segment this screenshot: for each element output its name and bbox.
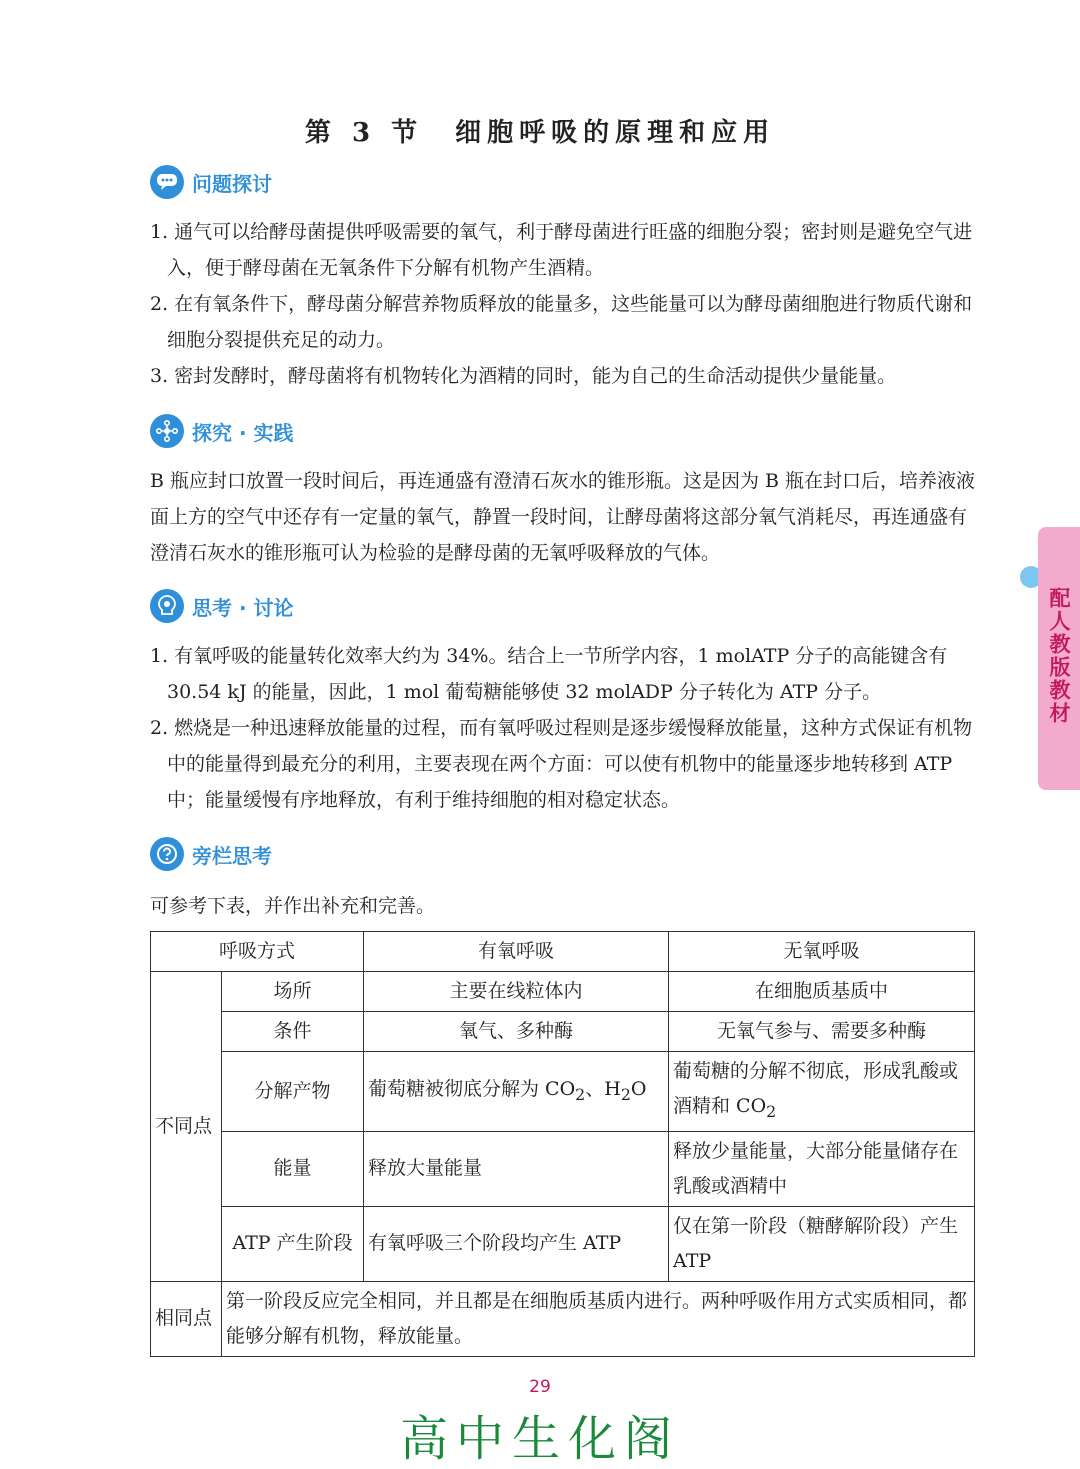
section-body-discussion [150, 638, 980, 818]
side-tab-label: 配人教版教材 [1047, 587, 1071, 725]
anaerobic-cell: 仅在第一阶段（糖酵解阶段）产生 ATP [669, 1206, 975, 1281]
anaerobic-cell: 无氧气参与、需要多种酶 [669, 1012, 975, 1052]
list-item: 1. 通气可以给酵母菌提供呼吸需要的氧气，利于酵母菌进行旺盛的细胞分裂；密封则是避免空气进入，便于酵母菌在无氧条件下分解有机物产生酒精。 [150, 221, 973, 279]
row-name-cell: 分解产物 [222, 1052, 364, 1132]
table-row [151, 1281, 975, 1356]
table-header-row [151, 932, 975, 972]
list-item: 2. 在有氧条件下，酵母菌分解营养物质释放的能量多，这些能量可以为酵母菌细胞进行物质代谢和细胞分裂提供充足的动力。 [150, 293, 973, 351]
table-header-cell: 呼吸方式 [151, 932, 364, 972]
lightbulb-head-icon [150, 589, 184, 623]
products-text: 葡萄糖的分解不彻底，形成乳酸或酒精和 CO [673, 1060, 959, 1117]
section-label: 思考 · 讨论 [192, 595, 294, 620]
table-row [151, 1131, 975, 1206]
products-text: 葡萄糖被彻底分解为 CO [368, 1077, 576, 1100]
row-name-cell: 场所 [222, 972, 364, 1012]
list-item: 3. 密封发酵时，酵母菌将有机物转化为酒精的同时，能为自己的生命活动提供少量能量。 [150, 365, 897, 387]
table-row [151, 1052, 975, 1132]
section-body-practice: B 瓶应封口放置一段时间后，再连通盛有澄清石灰水的锥形瓶。这是因为 B 瓶在封口后，培养液液面上方的空气中还存有一定量的氧气，静置一段时间，让酵母菌将这部分氧气消耗尽，再连通盛有澄清石灰水的锥形瓶可认为检验的是酵母菌的无氧呼吸释放的气体。 [150, 470, 976, 564]
watermark-text: 高中生化阁 [399, 1411, 680, 1467]
table-intro: 可参考下表，并作出补充和完善。 [150, 895, 436, 917]
list-item: 1. 有氧呼吸的能量转化效率大约为 34%。结合上一节所学内容，1 molATP 分子的高能键含有 30.54 kJ 的能量，因此，1 mol 葡萄糖能够使 32 molADP 分子转化为 ATP 分子。 [150, 645, 948, 703]
aerobic-cell: 主要在线粒体内 [364, 972, 669, 1012]
table-row [151, 972, 975, 1012]
row-name-cell: 能量 [222, 1131, 364, 1206]
section-label: 问题探讨 [192, 171, 272, 196]
subscript: 2 [575, 1084, 586, 1104]
chat-bubble-icon [150, 165, 184, 199]
table-header-cell: 无氧呼吸 [669, 932, 975, 972]
products-text-end: O [630, 1077, 647, 1100]
page-title: 第 3 节 细胞呼吸的原理和应用 [304, 118, 776, 148]
anaerobic-cell: 在细胞质基质中 [669, 972, 975, 1012]
section-label: 旁栏思考 [192, 843, 272, 868]
aerobic-cell: 氧气、多种酶 [364, 1012, 669, 1052]
page-number: 29 [529, 1377, 551, 1397]
products-text-tail: 、H [585, 1077, 621, 1100]
section-header-practice [150, 414, 294, 448]
section-header-discussion [150, 589, 294, 623]
aerobic-cell: 有氧呼吸三个阶段均产生 ATP [364, 1206, 669, 1281]
section-label: 探究 · 实践 [192, 420, 294, 445]
row-name-cell: 条件 [222, 1012, 364, 1052]
list-item: 2. 燃烧是一种迅速释放能量的过程，而有氧呼吸过程则是逐步缓慢释放能量，这种方式保证有机物中的能量得到最充分的利用，主要表现在两个方面：可以使有机物中的能量逐步地转移到 ATP 中；能量缓慢有序地释放，有利于维持细胞的相对稳定状态。 [150, 717, 973, 811]
anaerobic-cell: 释放少量能量，大部分能量储存在乳酸或酒精中 [669, 1131, 975, 1206]
side-tab [1038, 527, 1080, 790]
section-body-problem [150, 214, 980, 394]
same-text-cell: 第一阶段反应完全相同，并且都是在细胞质基质内进行。两种呼吸作用方式实质相同，都能够分解有机物，释放能量。 [222, 1281, 975, 1356]
table-header-cell: 有氧呼吸 [364, 932, 669, 972]
aerobic-cell [364, 1052, 669, 1132]
anaerobic-cell [669, 1052, 975, 1132]
section-header-sidebar [150, 837, 272, 871]
table-row [151, 1012, 975, 1052]
row-name-cell: ATP 产生阶段 [222, 1206, 364, 1281]
subscript: 2 [620, 1084, 631, 1104]
molecule-icon [150, 414, 184, 448]
subscript: 2 [766, 1101, 777, 1121]
section-header-problem [150, 165, 272, 199]
table-row [151, 1206, 975, 1281]
aerobic-cell: 释放大量能量 [364, 1131, 669, 1206]
question-icon [150, 837, 184, 871]
same-label-cell: 相同点 [151, 1281, 222, 1356]
diff-label-cell: 不同点 [151, 972, 222, 1282]
respiration-comparison-table [150, 931, 975, 1357]
